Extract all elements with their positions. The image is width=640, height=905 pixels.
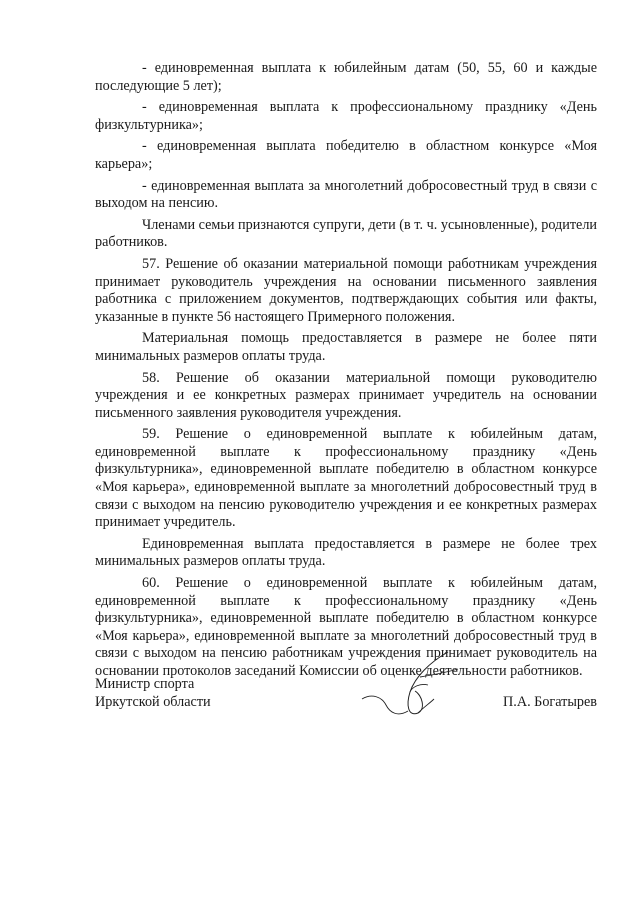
- paragraph-bullet-jubilee: - единовременная выплата к юбилейным датам (50, 55, 60 и каждые последующие 5 лет);: [95, 60, 597, 94]
- paragraph-bullet-pension: - единовременная выплата за многолетний добросовестный труд в связи с выходом на пенсию.: [95, 177, 597, 212]
- paragraph-57: 57. Решение об оказании материальной помощи работникам учреждения принимает руководитель учреждения на основании письменного заявления работника с приложением документов, подтверждающих события или факты, указанные в пункте 56 настоящего Примерного положения.: [95, 255, 597, 325]
- paragraph-payment-amount: Единовременная выплата предоставляется в размере не более трех минимальных размеров оплаты труда.: [95, 535, 597, 570]
- signatory-name: П.А. Богатырев: [503, 694, 597, 710]
- signature-block: [95, 675, 597, 735]
- signatory-position: [95, 675, 211, 711]
- paragraph-bullet-contest: - единовременная выплата победителю в областном конкурсе «Моя карьера»;: [95, 138, 597, 172]
- paragraph-aid-amount: Материальная помощь предоставляется в размере не более пяти минимальных размеров оплаты труда.: [95, 330, 597, 364]
- position-line-1: Министр спорта: [95, 676, 195, 692]
- paragraph-bullet-holiday: - единовременная выплата к профессиональному празднику «День физкультурника»;: [95, 99, 597, 133]
- document-body: [95, 60, 597, 685]
- paragraph-59: 59. Решение о единовременной выплате к юбилейным датам, единовременной выплате к профессиональному празднику «День физкультурника», единовременной выплате победителю в областном конкурсе «Моя карьера», единовременной выплате за многолетний добросовестный труд в связи с выходом на пенсию руководителю учреждения и ее конкретных размерах принимает учредитель.: [95, 426, 597, 531]
- paragraph-family-members: Членами семьи признаются супруги, дети (в т. ч. усыновленные), родители работников.: [95, 216, 597, 251]
- position-line-2: Иркутской области: [95, 694, 211, 710]
- paragraph-58: 58. Решение об оказании материальной помощи руководителю учреждения и ее конкретных размерах принимает учредитель на основании письменного заявления руководителя учреждения.: [95, 369, 597, 421]
- handwritten-signature-icon: [360, 647, 470, 727]
- paragraph-60: 60. Решение о единовременной выплате к юбилейным датам, единовременной выплате к профессиональному празднику «День физкультурника», единовременной выплате победителю в областном конкурсе «Моя карьера», единовременной выплате за многолетний добросовестный труд в связи с выходом на пенсию работникам учреждения принимает руководитель на основании протоколов заседаний Комиссии об оценке деятельности работников.: [95, 575, 597, 679]
